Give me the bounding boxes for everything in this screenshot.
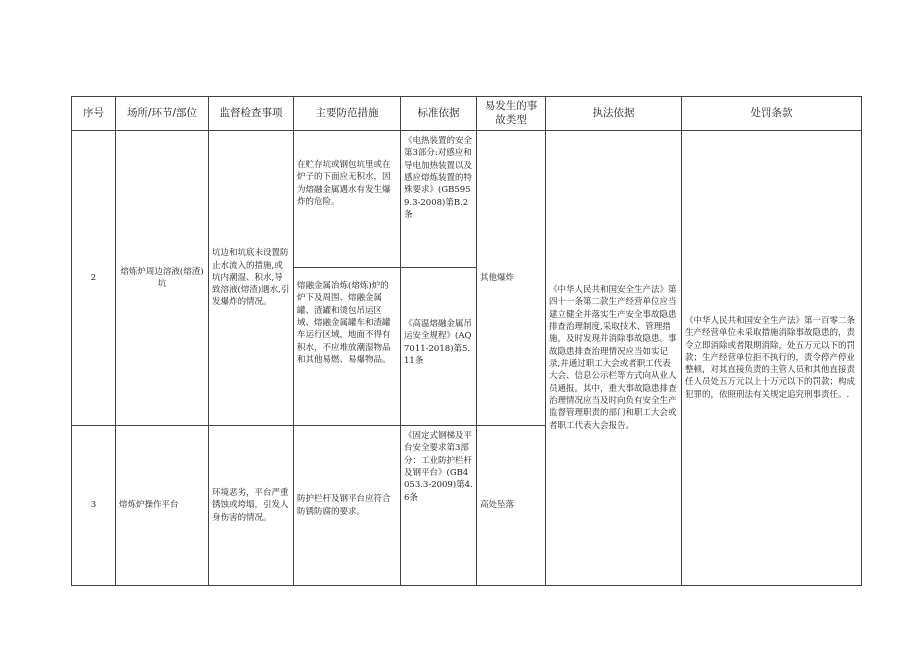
table-row [72, 131, 862, 268]
header-standard: 标准依据 [401, 97, 477, 131]
header-place: 场所/环节/部位 [116, 97, 209, 131]
inspection-table [71, 96, 862, 586]
row2-seq: 2 [72, 131, 116, 426]
row3-inspect: 环境恶劣，平台严重锈蚀或垮塌，引发人身伤害的情况。 [209, 426, 294, 586]
header-row [72, 97, 862, 131]
row3-seq: 3 [72, 426, 116, 586]
row3-measures: 防护栏杆及钢平台应符合防锈防腐的要求。 [294, 426, 401, 586]
row3-accident: 高处坠落 [477, 426, 546, 586]
row2-inspect: 坑边和坑底未设置防止水流入的措施,或坑内潮湿、积水,导致溶液(熔渣)遇水,引发爆炸的情况。 [209, 131, 294, 426]
law-cell: 《中华人民共和国安全生产法》第四十一条第二款生产经营单位应当建立健全并落实生产安全事故隐患排查治理制度,采取技术、管理措施，及时发现并消除事故隐患。事故隐患排查治理情况应当如实记录,并通过职工大会或者职工代表大会、信息公示栏等方式向从业人员通报。其中，重大事故隐患排查治理情况应当及时向负有安全生产监督管理职责的部门和职工大会或者职工代表大会报告。 [546, 131, 682, 586]
header-law: 执法依据 [546, 97, 682, 131]
header-measures: 主要防范措施 [294, 97, 401, 131]
header-penalty: 处罚条款 [682, 97, 862, 131]
header-inspect: 监督检查事项 [209, 97, 294, 131]
header-accident: 易发生的事故类型 [477, 97, 546, 131]
row3-standard: 《固定式钢梯及平台安全要求第3部分：工业防护栏杆及钢平台》(GB4053.3-2009)第4.6条 [401, 426, 477, 586]
row2-accident: 其他爆炸 [477, 131, 546, 426]
row2-standard-a: 《电热装置的安全第3部分:对感应和导电加热装置以及感应熔炼装置的特殊要求》(GB5959.3-2008)第B.2条 [401, 131, 477, 268]
row2-measures-a: 在贮存坑或钢包坑里或在炉子的下面应无积水，因为熔融金属遇水有发生爆炸的危险。 [294, 131, 401, 268]
header-seq: 序号 [72, 97, 116, 131]
penalty-cell: 《中华人民共和国安全生产法》第一百零二条生产经营单位未采取措施消除事故隐患的，责令立即消除或者限期消除，处五万元以下的罚款；生产经营单位拒不执行的，责令停产停业整顿，对其直接负责的主管人员和其他直接责任人员处五万元以上十万元以下的罚款；构成犯罪的，依照刑法有关规定追究刑事责任。. [682, 131, 862, 586]
row2-standard-b: 《高温熔融金属吊运安全规程》(AQ7011-2018)第5.11条 [401, 268, 477, 426]
row2-measures-b: 熔融金属冶炼(熔炼)炉的炉下及周围、熔融金属罐、渣罐和烫包吊运区域、熔融金属罐车和渣罐车运行区域，地面不得有积水，不应堆放潮湿物品和其他易燃、易爆物品。 [294, 268, 401, 426]
row2-place: 熔炼炉周边溶液(熔渣)坑 [116, 131, 209, 426]
row3-place: 熔炼炉操作平台 [116, 426, 209, 586]
